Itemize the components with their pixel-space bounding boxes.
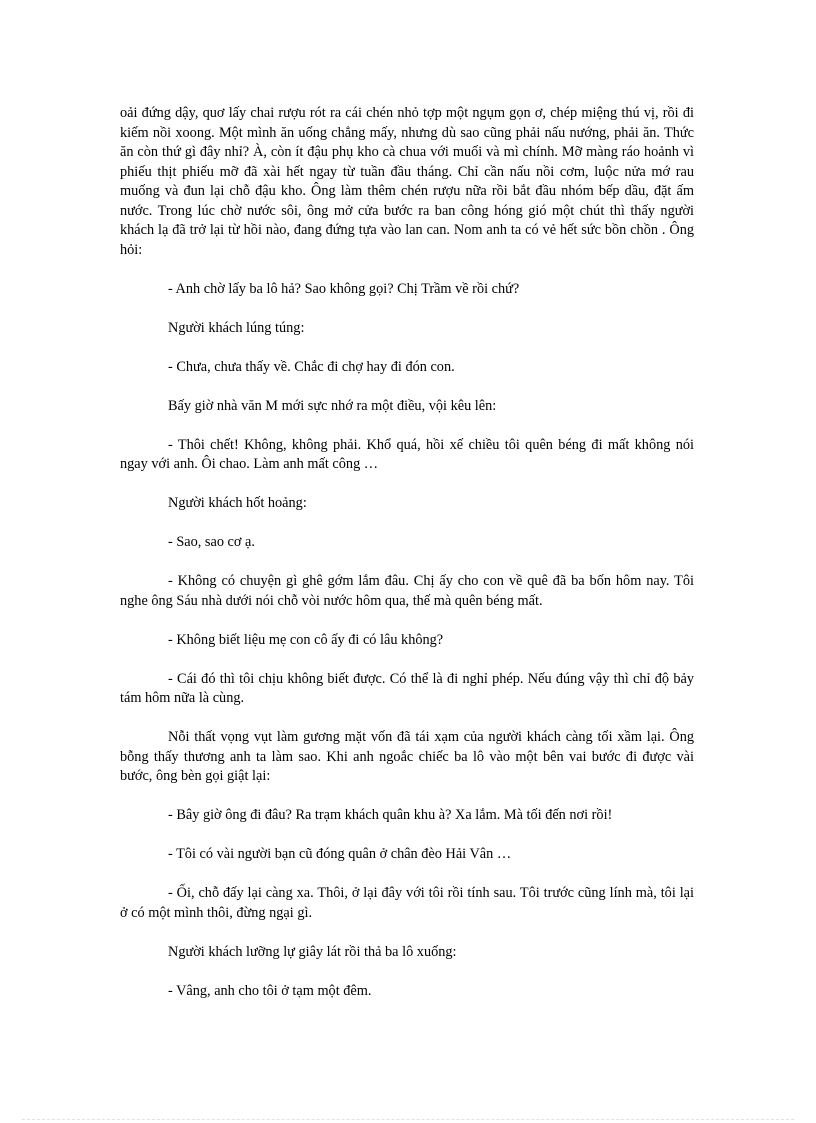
dialogue-line: - Tôi có vài người bạn cũ đóng quân ở chân đèo Hải Vân … [168, 846, 512, 862]
dialogue-line: - Không có chuyện gì ghê gớm lắm đâu. Chị ấy cho con về quê đã ba bốn hôm nay. Tôi nghe ông Sáu nhà dưới nói chỗ vòi nước hôm qua, thế mà quên béng mất. [120, 573, 694, 609]
dialogue-line: - Chưa, chưa thấy về. Chắc đi chợ hay đi đón con. [168, 358, 455, 375]
narration-line: Người khách lúng túng: [168, 319, 305, 336]
dialogue-line: - Không biết liệu mẹ con cô ấy đi có lâu không? [168, 631, 444, 648]
dialogue-line: - Vâng, anh cho tôi ở tạm một đêm. [168, 982, 372, 999]
paragraph: oải đứng dậy, quơ lấy chai rượu rót ra cái chén nhỏ tợp một ngụm gọn ơ, chép miệng thú vị, rồi đi kiếm nồi xoong. Một mình ăn uống chẳng mấy, nhưng dù sao cũng phải nấu nướng, phải ăn. Thức ăn còn thứ gì đây nhỉ? À, còn ít đậu phụ kho cà chua với muối và mì chính. Mỡ màng ráo hoảnh vì phiếu thịt phiếu mỡ đã xài hết ngay từ tuần đầu tháng. Chỉ cần nấu nồi cơm, luộc nửa mớ rau muống và đun lại chỗ đậu kho. Ông làm thêm chén rượu nữa rồi bắt đầu nhóm bếp dầu, đặt ấm nước. Trong lúc chờ nước sôi, ông mở cửa bước ra ban công hóng gió một chút thì thấy người khách lạ đã trở lại từ hồi nào, đang đứng tựa vào lan can. Nom anh ta có vẻ hết sức bồn chồn . Ông hỏi: [120, 105, 694, 258]
dialogue-line: - Sao, sao cơ ạ. [168, 534, 255, 550]
dialogue-line: - Ối, chỗ đấy lại càng xa. Thôi, ở lại đây với tôi rồi tính sau. Tôi trước cũng lính mà, tôi lại ở có một mình thôi, đừng ngại gì. [120, 885, 694, 921]
dialogue-line: - Thôi chết! Không, không phải. Khổ quá, hồi xế chiều tôi quên béng đi mất không nói ngay với anh. Ôi chao. Làm anh mất công … [120, 436, 694, 472]
narration-paragraph: Nỗi thất vọng vụt làm gương mặt vốn đã tái xạm của người khách càng tối xầm lại. Ông bỗng thấy thương anh ta làm sao. Khi anh ngoắc chiếc ba lô vào một bên vai bước đi được vài bước, ông bèn gọi giật lại: [120, 729, 694, 784]
dialogue-line: - Bây giờ ông đi đâu? Ra trạm khách quân khu à? Xa lắm. Mà tối đến nơi rồi! [168, 807, 613, 823]
narration-line: Người khách hốt hoảng: [168, 495, 307, 511]
dialogue-line: - Anh chờ lấy ba lô hả? Sao không gọi? Chị Trầm về rồi chứ? [168, 280, 520, 297]
dialogue-line: - Cái đó thì tôi chịu không biết được. Có thể là đi nghỉ phép. Nếu đúng vậy thì chỉ độ bảy tám hôm nữa là cùng. [120, 670, 694, 706]
story-text [120, 104, 694, 1021]
page-bottom-divider [22, 1119, 794, 1120]
narration-line: Bấy giờ nhà văn M mới sực nhớ ra một điều, vội kêu lên: [168, 397, 497, 414]
narration-line: Người khách lưỡng lự giây lát rồi thả ba lô xuống: [168, 943, 457, 960]
